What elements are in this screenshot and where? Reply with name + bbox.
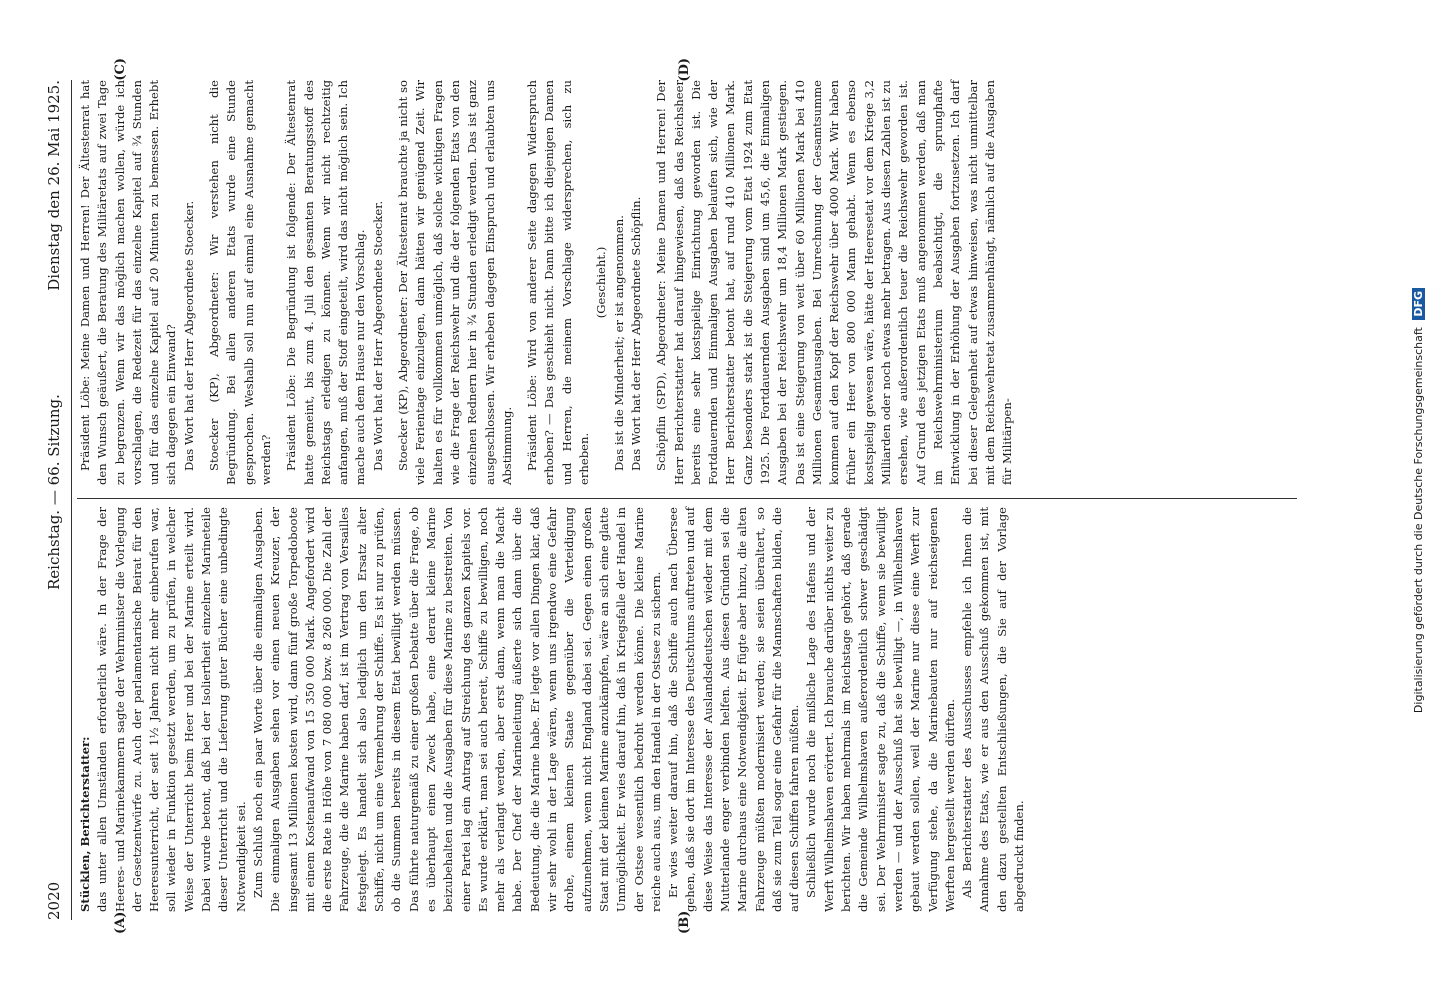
header-rule — [71, 80, 72, 920]
paragraph: Er wies weiter darauf hin, daß die Schiffe auch nach Übersee gehen, daß sie dort im Interesse des Deutschtums auftreten und auf diese Weise das Interesse der Auslandsdeutschen wieder mit dem Mutterlande enger verbinden helfen. Aus diesen Gründen sei die Marine durchaus eine Notwendigkeit. Er fügte aber hinzu, die alten Fahrzeuge müßten modernisiert werden; sie seien überaltert, so daß sie zum Teil sogar eine Gefahr für die Mannschaften bilden, die auf diesen Schiffen fahren müßten. — [666, 507, 802, 912]
paragraph: Zum Schluß noch ein paar Worte über die einmaligen Ausgaben. Die einmaligen Ausgaben sehen vor einen neuen Kreuzer, der insgesamt 13 Millionen kosten wird, dann fünf große Torpedoboote mit einem Kostenaufwand von 15 350 000 Mark. Angefordert wird die erste Rate in Höhe von 7 080 000 bzw. 8 260 000. Die Zahl der Fahrzeuge, die die Marine haben darf, ist im Vertrag von Versailles festgelegt. Es handelt sich also lediglich um den Ersatz alter Schiffe, nicht um eine Vermehrung der Schiffe. Es ist nur zu prüfen, ob die Summen bereits in diesem Etat bewilligt werden müssen. Das führte naturgemäß zu einer großen Debatte über die Frage, ob es überhaupt einen Zweck habe, eine derart kleine Marine beizubehalten und die Ausgaben für diese Marine zu bestreiten. Von einer Partei lag ein Antrag auf Streichung des ganzen Kapitels vor. Es wurde erklärt, man sei auch bereit, Schiffe zu bewilligen, noch mehr als verlangt werden, aber erst dann, wenn man die Macht habe. Der Chef der Marineleitung äußerte sich dann über die Bedeutung, die die Marine habe. Er legte vor allen Dingen klar, daß wir sehr wohl in der Lage wären, wenn uns irgendwo eine Gefahr drohe, einem kleinen Staate gegenüber die Verteidigung aufzunehmen, wenn nicht England dabei sei. Gegen einen großen Staat mit der kleinen Marine anzukämpfen, wäre an sich eine glatte Unmöglichkeit. Er wies darauf hin, daß in Kriegsfalle der Handel in der Ostsee wesentlich bedroht werden könne. Die kleine Marine reiche auch aus, um den Handel in der Ostsee zu sichern. — [250, 507, 663, 912]
paragraph: Präsident Löbe: Wird von anderer Seite dagegen Widerspruch erhoben? — Das geschieht nicht. Dann bitte ich diejenigen Damen und Herren, die meinem Vorschlage widersprechen, sich zu erheben. — [525, 80, 592, 485]
margin-mark-a: (A) — [113, 911, 128, 934]
paragraph: Das Wort hat der Herr Abgeordnete Schöpflin. — [628, 196, 643, 471]
left-column — [77, 507, 1028, 912]
paragraph: Das Wort hat der Herr Abgeordnete Stoecker. — [181, 200, 196, 471]
column-divider — [77, 498, 1297, 499]
page-header — [45, 80, 69, 920]
side-credit — [1412, 8, 1432, 993]
margin-mark-b: (B) — [677, 910, 692, 934]
paragraph: Als Berichterstatter des Ausschusses empfehle ich Ihnen die Annahme des Etats, wie er aus den Ausschuß gekommen ist, mit den dazu gestellten Entschließungen, die Sie auf der Vorlage abgedruckt finden. — [960, 507, 1027, 912]
paragraph: das unter allen Umständen erforderlich wäre. In der Frage der Heeres- und Marinekammern sagte der Wehrminister die Vorlegung der Gesetzentwürfe zu. Auch der parlamentarische Beirat für den Heeresunterricht, der seit 1½ Jahren nicht mehr einberufen war, soll wieder in Funktion gesetzt werden, um zu prüfen, in welcher Weise der Unterricht beim Heer und bei der Marine erteilt wird. Dabei wurde betont, daß bei der Isoliertheit einzelner Marineteile dieser Unterricht und die Lieferung guter Bücher eine unbedingte Notwendigkeit sei. — [95, 507, 248, 912]
paragraph: Das ist die Minderheit; er ist angenommen. — [611, 215, 626, 471]
speaker-continuation: Stücklen, Berichterstatter: — [78, 736, 92, 912]
paragraph: Präsident Löbe: Meine Damen und Herren! Der Ältestenrat hat den Wunsch geäußert, die Beratung des Militäretats auf zwei Tage zu begrenzen. Wenn wir das möglich machen wollen, würde ich vorschlagen, die Redezeit für das einzelne Kapitel auf ¾ Stunden und für das einzelne Kapitel auf 20 Minuten zu bemessen. Erhebt sich dagegen ein Einwand? — [78, 80, 179, 485]
paragraph: Schöpflin (SPD), Abgeordneter: Meine Damen und Herren! Der Herr Berichterstatter hat darauf hingewiesen, daß das Reichsheer bereits eine sehr kostspielige Einrichtung geworden ist. Die Fortdauernden und Einmaligen Ausgaben belaufen sich, wie der Herr Berichterstatter betont hat, auf rund 410 Millionen Mark. Ganz besonders stark ist die Steigerung vom Etat 1924 zum Etat 1925. Die Fortdauernden Ausgaben sind um 45,6, die Einmaligen Ausgaben bei der Reichswehr um 18,4 Millionen Mark gestiegen. Das ist eine Steigerung von weit über 60 Millionen Mark bei 410 Millionen Gesamtausgaben. Bei Umrechnung der Gesamtsumme kommen auf den Kopf der Reichswehr über 4000 Mark. Wir haben früher ein Heer von 800 000 Mann gehabt. Wenn es ebenso kostspielig gewesen wäre, hätte der Heeresetat vor dem Kriege 3,2 Milliarden oder noch etwas mehr betragen. Aus diesen Zahlen ist zu ersehen, wie außerordentlich teuer die Reichswehr geworden ist. Auf Grund des jetzigen Etats muß angenommen werden, daß man im Reichswehrministerium beabsichtigt, die sprunghafte Entwicklung in der Erhöhung der Ausgaben fortzusetzen. Ich darf bei dieser Gelegenheit auf etwas hinweisen, was nicht unmittelbar mit dem Reichswehretat zusammenhängt, nämlich auf die Ausgaben für Militärpen- — [654, 80, 1015, 485]
paragraph: Das Wort hat der Herr Abgeordnete Stoecker. — [370, 200, 385, 471]
credit-text: Digitalisierung gefördert durch die Deutsche Forschungsgemeinschaft — [1412, 327, 1425, 714]
session-title: Reichstag. — 66. Sitzung. — [45, 394, 63, 590]
paragraph: Präsident Löbe: Die Begründung ist folgende: Der Ältestenrat hatte gemeint, bis zum 4. Juli den gesamten Beratungsstoff des Reichstags erledigen zu können. Wenn wir nicht rechtzeitig anfangen, muß der Stoff eingeteilt, wird das nicht möglich sein. Ich mache auch dem Hause nur den Vorschlag. — [284, 80, 368, 485]
page-number: 2020 — [45, 881, 63, 920]
paragraph: Stoecker (KP), Abgeordneter: Der Ältestenrat brauchte ja nicht so viele Ferientage einzulegen, dann hätten wir genügend Zeit. Wir halten es für vollkommen unmöglich, daß solche wichtigen Fragen wie die Frage der Reichswehr und die der folgenden Etats von den einzelnen Rednern hier in ¾ Stunden erledigt werden. Das ist ganz ausgeschlossen. Wir erheben dagegen Einspruch und erlaubten uns Abstimmung. — [396, 80, 514, 485]
dfg-logo: DFG — [1412, 288, 1425, 320]
session-date: Dienstag den 26. Mai 1925. — [45, 80, 63, 291]
document-page — [37, 60, 1317, 940]
stage-direction: (Geschieht.) — [594, 246, 609, 319]
margin-mark-d: (D) — [677, 58, 692, 82]
right-column — [77, 80, 1016, 485]
margin-mark-c: (C) — [113, 58, 128, 81]
paragraph: Stoecker (KP), Abgeordneter: Wir verstehen nicht die Begründung. Bei allen anderen Etats wurde eine Stunde gesprochen. Weshalb soll nun auf einmal eine Ausnahme gemacht werden? — [207, 80, 273, 485]
paragraph: Schließlich wurde noch die mißliche Lage des Hafens und der Werft Wilhelmshaven erörtert. Ich brauche darüber nichts weiter zu berichten. Wir haben mehrmals im Reichstage gehört, daß gerade die Gemeinde Wilhelmshaven außerordentlich schwer geschädigt sei. Der Wehrminister sagte zu, daß die Schiffe, wenn sie bewilligt werden — und der Ausschuß hat sie bewilligt —, in Wilhelmshaven gebaut werden sollen, weil der Marine nur diese eine Werft zur Verfügung stehe, da die Marinebauten nur auf reichseigenen Werften hergestellt werden dürften. — [804, 507, 957, 912]
